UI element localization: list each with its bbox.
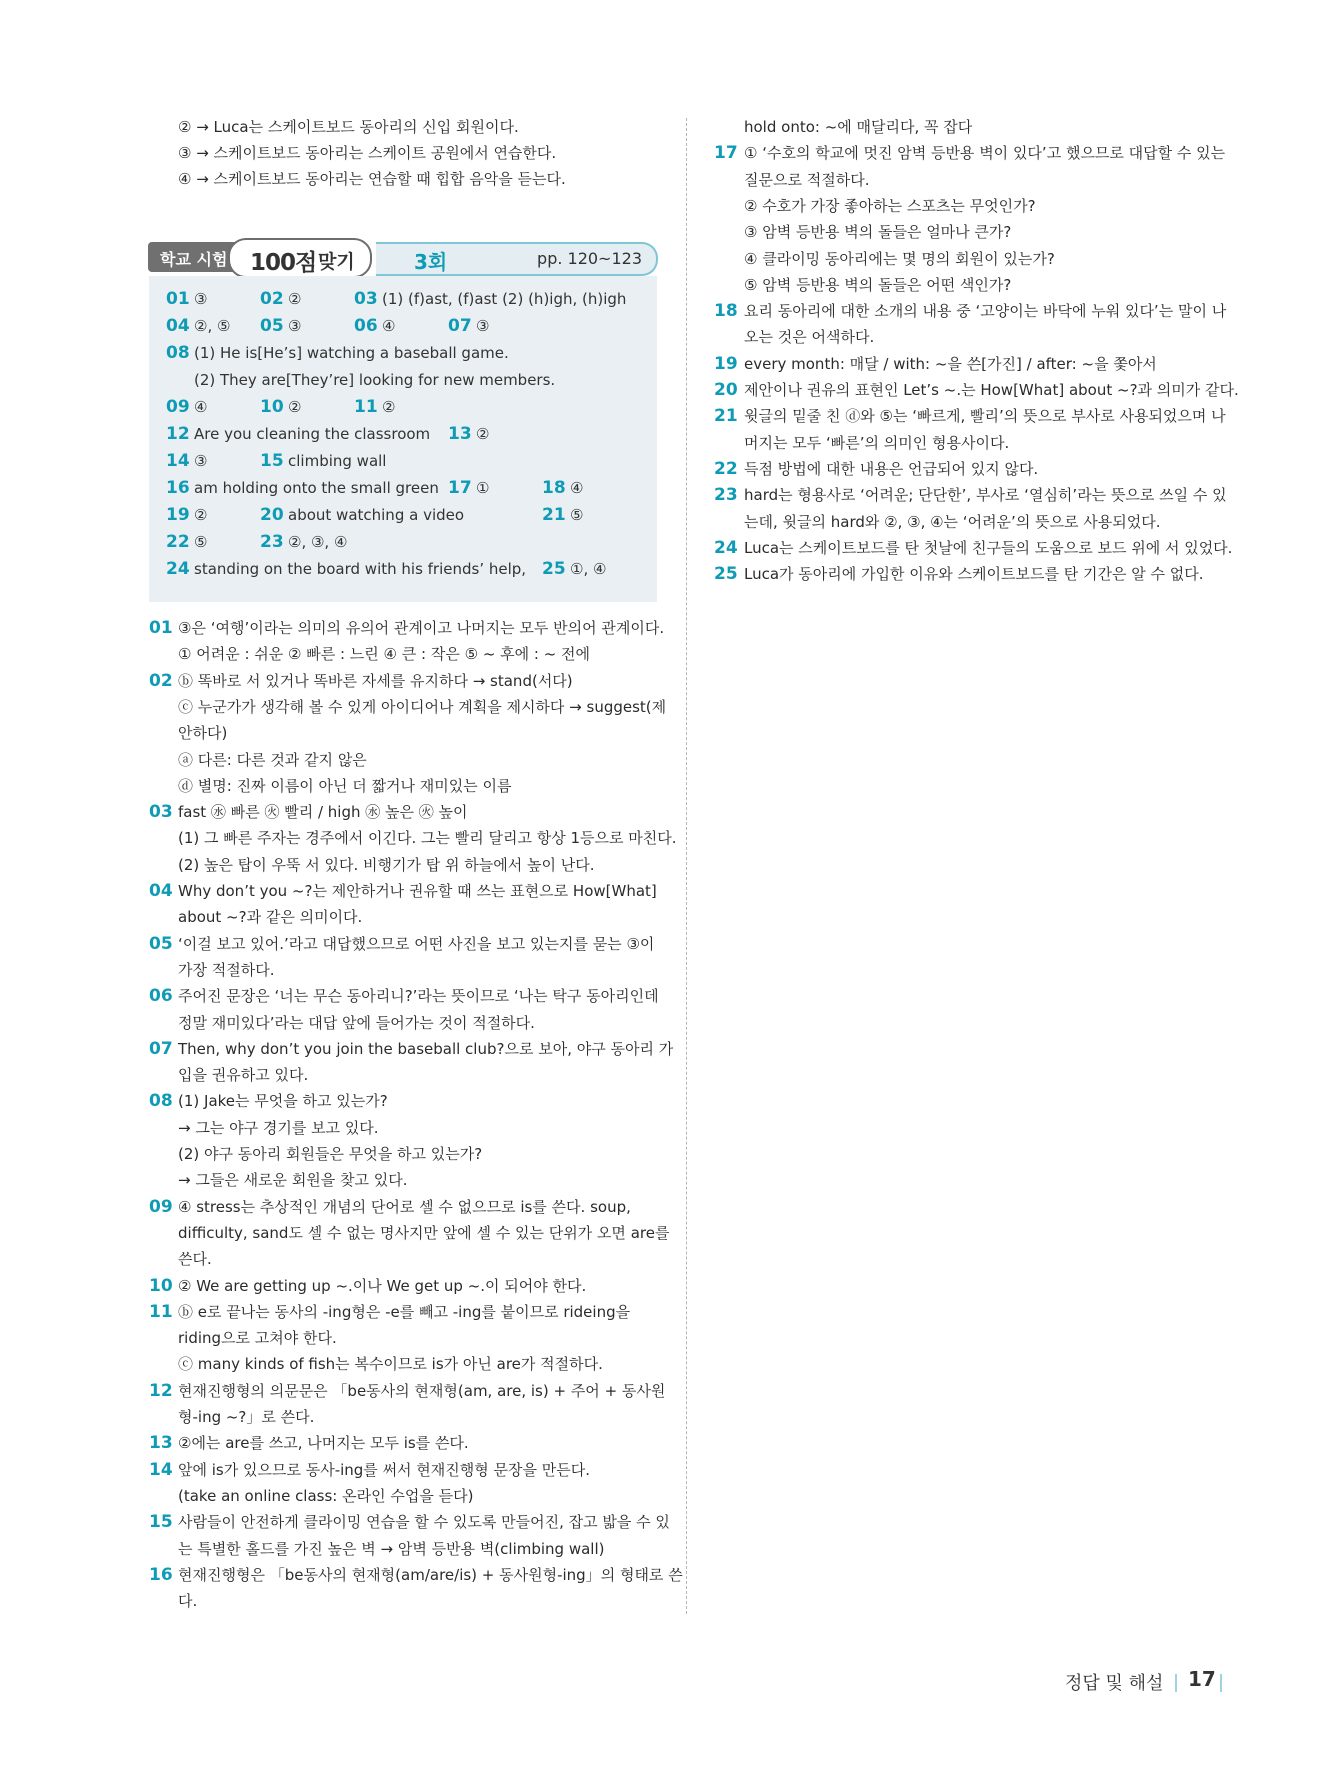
answer-text: ② <box>288 398 302 416</box>
item-number: 08 <box>149 1091 173 1112</box>
answer-text: about watching a video <box>288 506 465 524</box>
explanation-line: about ~?과 같은 의미이다. <box>178 908 363 927</box>
footer-divider <box>1175 1674 1177 1692</box>
explanation-line: 정말 재미있다’라는 대답 앞에 들어가는 것이 적절하다. <box>178 1013 535 1032</box>
score-label: 100점 <box>250 250 317 276</box>
item-number: 07 <box>149 1038 173 1059</box>
answer-text: ③ <box>194 452 208 470</box>
answer-number: 11 <box>354 397 378 417</box>
answer-text: ④ <box>382 317 396 335</box>
item-number: 12 <box>149 1380 173 1401</box>
item-number: 15 <box>149 1512 173 1533</box>
item-number: 21 <box>714 406 738 427</box>
item-number: 10 <box>149 1275 173 1296</box>
answer-text: ②, ⑤ <box>194 317 231 335</box>
explanation-line: ② We are getting up ~.이나 We get up ~.이 되어야 한다. <box>178 1276 587 1295</box>
item-number: 01 <box>149 618 173 638</box>
answer-number: 10 <box>260 397 284 417</box>
answer-text: standing on the board with his friends’ help, <box>194 560 527 578</box>
answer-text: ④ <box>570 479 584 497</box>
explanation-line: hold onto: ~에 매달리다, 꼭 잡다 <box>744 118 973 136</box>
item-number: 13 <box>149 1433 173 1454</box>
page-range: pp. 120~123 <box>537 249 642 268</box>
answer-number: 17 <box>448 478 472 498</box>
answer-text: ② <box>288 290 302 308</box>
text-line: ② → Luca는 스케이트보드 동아리의 신입 회원이다. <box>178 118 519 136</box>
explanation-line: Luca는 스케이트보드를 탄 첫날에 친구들의 도움으로 보드 위에 서 있었다. <box>744 538 1233 557</box>
explanation-line: → 그는 야구 경기를 보고 있다. <box>178 1118 379 1137</box>
explanation-line: every month: 매달 / with: ~을 쓴[가진] / after: ~을 쫓아서 <box>744 354 1157 373</box>
item-number: 04 <box>149 881 173 901</box>
explanation-line: ⑤ 암벽 등반용 벽의 돌들은 어떤 색인가? <box>744 275 1012 294</box>
item-number: 22 <box>714 458 738 479</box>
explanation-line: Why don’t you ~?는 제안하거나 권유할 때 쓰는 표현으로 How[What] <box>178 882 657 900</box>
explanation-line: 요리 동아리에 대한 소개의 내용 중 ‘고양이는 바닥에 누워 있다’는 말이 나 <box>744 302 1227 321</box>
answer-text: ⑤ <box>194 533 208 551</box>
explanation-line: ④ 클라이밍 동아리에는 몇 명의 회원이 있는가? <box>744 249 1055 268</box>
answer-text: Are you cleaning the classroom <box>194 425 431 443</box>
explanation-line: 입을 권유하고 있다. <box>178 1066 309 1085</box>
explanation-line: ⓑ 똑바로 서 있거나 똑바른 자세를 유지하다 → stand(서다) <box>178 671 573 690</box>
answer-number: 25 <box>542 559 566 579</box>
answer-text: ⑤ <box>570 506 584 524</box>
explanation-line: 윗글의 밑줄 친 ⓓ와 ⑤는 ‘빠르게, 빨리’의 뜻으로 부사로 사용되었으며 나 <box>744 407 1226 426</box>
answer-number: 24 <box>166 559 190 579</box>
answer-number: 09 <box>166 397 190 417</box>
answer-number: 12 <box>166 424 190 444</box>
explanation-line: (1) Jake는 무엇을 하고 있는가? <box>178 1092 388 1111</box>
answer-number: 02 <box>260 289 284 309</box>
item-number: 18 <box>714 301 738 322</box>
explanation-line: 다. <box>178 1592 198 1611</box>
explanation-line: (1) 그 빠른 주자는 경주에서 이긴다. 그는 빨리 달리고 항상 1등으로 마친다. <box>178 829 677 848</box>
text-line: ③ → 스케이트보드 동아리는 스케이트 공원에서 연습한다. <box>178 144 557 162</box>
answer-text: ①, ④ <box>570 560 607 578</box>
answer-text: ③ <box>194 290 208 308</box>
explanation-line: 주어진 문장은 ‘너는 무슨 동아리니?’라는 뜻이므로 ‘나는 탁구 동아리인데 <box>178 987 659 1006</box>
item-number: 24 <box>714 537 738 558</box>
explanation-line: (2) 높은 탑이 우뚝 서 있다. 비행기가 탑 위 하늘에서 높이 난다. <box>178 855 595 874</box>
explanation-line: 머지는 모두 ‘빠른’의 의미인 형용사이다. <box>744 433 1010 452</box>
explanation-line: ‘이걸 보고 있어.’라고 대답했으므로 어떤 사진을 보고 있는지를 묻는 ③이 <box>178 934 655 953</box>
answer-number: 06 <box>354 316 378 336</box>
answer-text: ② <box>194 506 208 524</box>
answer-text: (2) They are[They’re] looking for new members. <box>194 371 556 389</box>
explanation-line: ③은 ‘여행’이라는 의미의 유의어 관계이고 나머지는 모두 반의어 관계이다. <box>178 619 665 637</box>
round-label: 3회 <box>414 250 448 274</box>
page-number: 17 <box>1188 1667 1216 1691</box>
answer-number: 22 <box>166 532 190 552</box>
explanation-line: 현재진행형의 의문문은 「be동사의 현재형(am, are, is) + 주어 + 동사원 <box>178 1381 666 1400</box>
explanation-line: 득점 방법에 대한 내용은 언급되어 있지 않다. <box>744 459 1039 478</box>
item-number: 25 <box>714 564 738 585</box>
explanation-line: fast ㊌ 빠른 ㊋ 빨리 / high ㊌ 높은 ㊋ 높이 <box>178 803 468 822</box>
answer-text: climbing wall <box>288 452 387 470</box>
answer-number: 21 <box>542 505 566 525</box>
item-number: 16 <box>149 1564 173 1585</box>
item-number: 05 <box>149 933 173 954</box>
column-divider <box>686 118 687 1614</box>
match-label: 맞기 <box>318 251 355 273</box>
item-number: 06 <box>149 986 173 1007</box>
answer-number: 07 <box>448 316 472 336</box>
explanation-line: 오는 것은 어색하다. <box>744 328 875 347</box>
explanation-line: (take an online class: 온라인 수업을 듣다) <box>178 1486 474 1505</box>
explanation-line: 안하다) <box>178 724 228 743</box>
answer-text: ③ <box>476 317 490 335</box>
item-number: 14 <box>149 1459 173 1480</box>
explanation-line: → 그들은 새로운 회원을 찾고 있다. <box>178 1171 408 1190</box>
item-number: 23 <box>714 485 738 506</box>
explanation-line: ① 어려운 : 쉬운 ② 빠른 : 느린 ④ 큰 : 작은 ⑤ ~ 후에 : ~ 전에 <box>178 645 591 664</box>
answer-text: ④ <box>194 398 208 416</box>
answer-number: 13 <box>448 424 472 444</box>
explanation-line: Then, why don’t you join the baseball club?으로 보아, 야구 동아리 가 <box>178 1039 674 1058</box>
item-number: 17 <box>714 143 738 164</box>
item-number: 02 <box>149 670 173 691</box>
answer-number: 04 <box>166 316 190 336</box>
explanation-line: 쓴다. <box>178 1250 212 1269</box>
answer-number: 18 <box>542 478 566 498</box>
explanation-line: ⓒ 누군가가 생각해 볼 수 있게 아이디어나 계획을 제시하다 → suggest(제 <box>178 697 667 716</box>
explanation-line: 형-ing ~?」로 쓴다. <box>178 1408 315 1426</box>
answer-number: 14 <box>166 451 190 471</box>
explanation-line: ② 수호가 가장 좋아하는 스포츠는 무엇인가? <box>744 196 1036 215</box>
answer-text: (1) (f)ast, (f)ast (2) (h)igh, (h)igh <box>382 290 627 308</box>
answer-text: ③ <box>288 317 302 335</box>
explanation-line: 는 특별한 홀드를 가진 높은 벽 → 암벽 등반용 벽(climbing wall) <box>178 1539 605 1558</box>
school-test-label: 학교 시험 <box>160 250 228 269</box>
explanation-line: 가장 적절하다. <box>178 960 275 979</box>
explanation-line: difficulty, sand도 셀 수 없는 명사지만 앞에 셀 수 있는 단위가 오면 are를 <box>178 1223 670 1242</box>
footer-label: 정답 및 해설 <box>1065 1673 1164 1694</box>
explanation-line: hard는 형용사로 ‘어려운; 단단한’, 부사로 ‘열심히’라는 뜻으로 쓰일 수 있 <box>744 486 1227 505</box>
answer-number: 19 <box>166 505 190 525</box>
explanation-line: ⓒ many kinds of fish는 복수이므로 is가 아닌 are가 적절하다. <box>178 1355 603 1374</box>
explanation-line: 는데, 윗글의 hard와 ②, ③, ④는 ‘어려운’의 뜻으로 사용되었다. <box>744 512 1161 531</box>
answer-number: 05 <box>260 316 284 336</box>
round-tab <box>376 242 658 276</box>
answer-number: 15 <box>260 451 284 471</box>
answer-number: 03 <box>354 289 378 309</box>
explanation-line: 현재진행형은 「be동사의 현재형(am/are/is) + 동사원형-ing」의 형태로 쓴 <box>178 1565 683 1584</box>
explanation-line: ⓑ e로 끝나는 동사의 -ing형은 -e를 빼고 -ing를 붙이므로 rideing을 <box>178 1302 631 1321</box>
answer-text: (1) He is[He’s] watching a baseball game. <box>194 344 509 362</box>
answer-number: 20 <box>260 505 284 525</box>
answer-text: ① <box>476 479 490 497</box>
answer-number: 23 <box>260 532 284 552</box>
explanation-line: 앞에 is가 있으므로 동사-ing를 써서 현재진행형 문장을 만든다. <box>178 1460 591 1479</box>
answer-text: ② <box>476 425 490 443</box>
answer-number: 01 <box>166 289 190 309</box>
explanation-line: Luca가 동아리에 가입한 이유와 스케이트보드를 탄 기간은 알 수 없다. <box>744 565 1204 584</box>
item-number: 09 <box>149 1196 173 1217</box>
explanation-line: ②에는 are를 쓰고, 나머지는 모두 is를 쓴다. <box>178 1434 469 1453</box>
answer-number: 08 <box>166 343 190 363</box>
explanation-line: 제안이나 권유의 표현인 Let’s ~.는 How[What] about ~?과 의미가 같다. <box>744 381 1239 399</box>
answer-number: 16 <box>166 478 190 498</box>
item-number: 20 <box>714 380 738 400</box>
answer-text: ② <box>382 398 396 416</box>
answer-text: am holding onto the small green <box>194 479 439 497</box>
score-pill <box>228 238 372 278</box>
test-header <box>148 238 658 276</box>
explanation-line: ① ‘수호의 학교에 멋진 암벽 등반용 벽이 있다’고 했으므로 대답할 수 있는 <box>744 144 1226 163</box>
item-number: 03 <box>149 802 173 823</box>
explanation-line: 사람들이 안전하게 클라이밍 연습을 할 수 있도록 만들어진, 잡고 밟을 수 있 <box>178 1513 670 1532</box>
item-number: 11 <box>149 1301 173 1322</box>
explanation-line: ⓓ 별명: 진짜 이름이 아닌 더 짧거나 재미있는 이름 <box>178 776 512 795</box>
text-line: ④ → 스케이트보드 동아리는 연습할 때 힙합 음악을 듣는다. <box>178 170 566 188</box>
explanation-line: riding으로 고쳐야 한다. <box>178 1329 337 1348</box>
item-number: 19 <box>714 353 738 374</box>
explanation-line: 질문으로 적절하다. <box>744 170 870 189</box>
explanation-line: ⓐ 다른: 다른 것과 같지 않은 <box>178 750 367 769</box>
explanation-line: ④ stress는 추상적인 개념의 단어로 셀 수 없으므로 is를 쓴다. soup, <box>178 1197 631 1216</box>
explanation-line: (2) 야구 동아리 회원들은 무엇을 하고 있는가? <box>178 1145 483 1163</box>
answer-text: ②, ③, ④ <box>288 533 348 551</box>
footer-divider <box>1220 1674 1222 1692</box>
explanation-line: ③ 암벽 등반용 벽의 돌들은 얼마나 큰가? <box>744 223 1012 242</box>
